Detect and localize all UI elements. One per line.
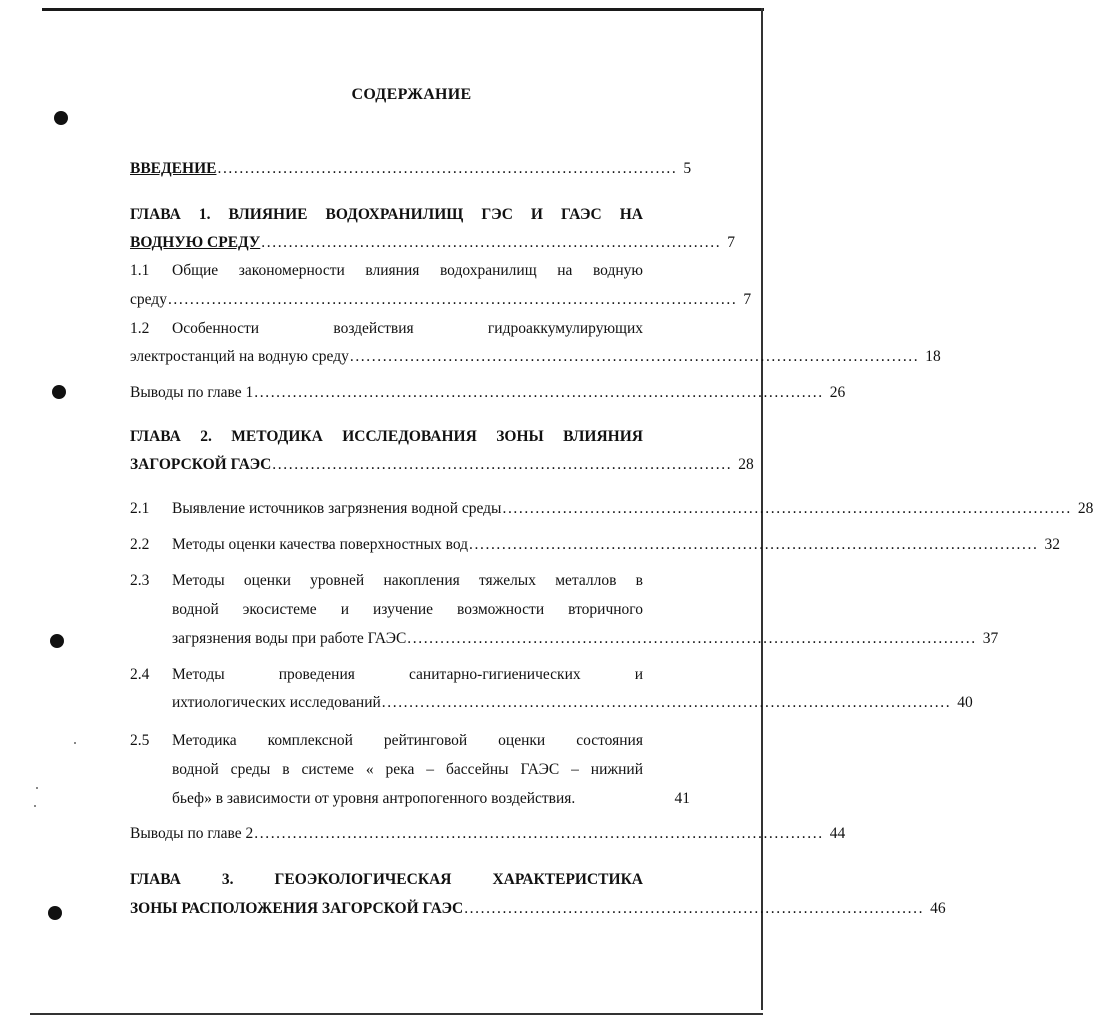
toc-section-2-4-line1: Методы проведения санитарно-гигиенических и [172, 666, 643, 683]
toc-section-1-2-line1: Особенности воздействия гидроаккумулирующих [172, 320, 643, 337]
section-number: 2.1 [130, 500, 150, 517]
toc-leader-dots: ........................................................................................................ [407, 630, 977, 647]
toc-chapter-1-line1: ГЛАВА 1. ВЛИЯНИЕ ВОДОХРАНИЛИЩ ГЭС И ГАЭС НА [130, 206, 643, 223]
toc-page-number: 41 [674, 790, 690, 807]
toc-leader-dots: ........................................................................................................ [349, 348, 920, 365]
toc-entry-chapter-3[interactable] [130, 897, 946, 921]
toc-page-number: 7 [727, 234, 735, 251]
toc-leader-dots: .................................................................................... [464, 900, 925, 917]
toc-entry-text: загрязнения воды при работе ГАЭС [172, 630, 407, 647]
toc-page-number: 28 [1077, 500, 1093, 517]
toc-entry-text: электростанций на водную среду [130, 348, 349, 365]
toc-entry-section-1-2[interactable] [130, 345, 941, 369]
toc-entry-text: ВОДНУЮ СРЕДУ [130, 234, 261, 251]
section-number: 2.5 [130, 732, 150, 749]
toc-entry-text: Методы оценки качества поверхностных вод [172, 536, 469, 553]
scan-speck [74, 742, 76, 744]
toc-entry-chapter-2[interactable] [130, 453, 754, 477]
section-number: 2.3 [130, 572, 150, 589]
toc-leader-dots: ........................................................................................................ [167, 291, 738, 308]
toc-page-number: 46 [930, 900, 946, 917]
toc-chapter-2-line1: ГЛАВА 2. МЕТОДИКА ИССЛЕДОВАНИЯ ЗОНЫ ВЛИЯНИЯ [130, 428, 643, 445]
toc-entry-text: ЗОНЫ РАСПОЛОЖЕНИЯ ЗАГОРСКОЙ ГАЭС [130, 900, 464, 917]
binder-hole [50, 634, 64, 648]
section-number: 2.2 [130, 536, 150, 553]
toc-section-2-5-line2: водной среды в системе « река – бассейны ГАЭС – нижний [172, 761, 643, 778]
toc-page-number: 44 [829, 825, 846, 842]
toc-page-number: 26 [829, 384, 846, 401]
toc-entry-text: Выводы по главе 1 [130, 384, 254, 401]
toc-section-1-1-line1: Общие закономерности влияния водохранилищ на водную [172, 262, 643, 279]
toc-page-number: 37 [982, 630, 999, 647]
toc-entry-text: Выводы по главе 2 [130, 825, 254, 842]
toc-entry-text: бьеф» в зависимости от уровня антропогенного воздействия. [172, 790, 576, 807]
toc-page-number: 18 [925, 348, 941, 365]
scan-bottom-edge [30, 1013, 763, 1015]
toc-page-number: 40 [957, 694, 973, 711]
toc-entry-intro[interactable] [130, 157, 690, 181]
toc-leader-dots: .................................................................................... [217, 160, 678, 177]
toc-leader-dots: ........................................................................................................ [502, 500, 1072, 517]
toc-leader-dots: ........................................................................................................ [254, 825, 824, 842]
toc-section-2-3-line1: Методы оценки уровней накопления тяжелых металлов в [172, 572, 643, 589]
section-number: 2.4 [130, 666, 150, 683]
scan-speck [36, 787, 38, 789]
toc-section-2-5-line1: Методика комплексной рейтинговой оценки состояния [172, 732, 643, 749]
toc-section-2-3-line2: водной экосистеме и изучение возможности вторичного [172, 601, 643, 618]
toc-entry-chapter-1[interactable] [130, 231, 735, 255]
toc-page-number: 32 [1044, 536, 1060, 553]
scan-top-edge [42, 8, 764, 11]
toc-entry-text: ВВЕДЕНИЕ [130, 160, 217, 177]
toc-leader-dots: ........................................................................................................ [381, 694, 952, 711]
toc-entry-section-2-5[interactable] [172, 787, 690, 811]
toc-leader-dots: .................................................................................... [272, 456, 733, 473]
toc-leader-dots: ........................................................................................................ [254, 384, 824, 401]
scan-speck [34, 805, 36, 807]
toc-entry-conclusions-1[interactable] [130, 381, 846, 405]
binder-hole [54, 111, 68, 125]
toc-entry-conclusions-2[interactable] [130, 822, 846, 846]
section-number: 1.2 [130, 320, 150, 337]
toc-entry-text: среду [130, 291, 167, 308]
toc-entry-section-2-2[interactable] [172, 533, 1060, 557]
toc-page-number: 5 [683, 160, 692, 177]
binder-hole [52, 385, 66, 399]
page-title: СОДЕРЖАНИЕ [351, 86, 472, 103]
toc-entry-text: ЗАГОРСКОЙ ГАЭС [130, 456, 272, 473]
toc-entry-section-2-1[interactable] [172, 497, 1093, 521]
toc-page-number: 7 [743, 291, 752, 308]
toc-entry-section-2-4[interactable] [172, 691, 973, 715]
toc-leader-dots: ........................................................................................................ [469, 536, 1039, 553]
toc-entry-section-2-3[interactable] [172, 627, 999, 651]
section-number: 1.1 [130, 262, 150, 279]
toc-entry-text: Выявление источников загрязнения водной среды [172, 500, 502, 517]
toc-chapter-3-line1: ГЛАВА 3. ГЕОЭКОЛОГИЧЕСКАЯ ХАРАКТЕРИСТИКА [130, 871, 643, 888]
binder-hole [48, 906, 62, 920]
toc-page-number: 28 [738, 456, 754, 473]
toc-entry-section-1-1[interactable] [130, 288, 752, 312]
toc-entry-text: ихтиологических исследований [172, 694, 381, 711]
toc-leader-dots: .................................................................................... [261, 234, 722, 251]
